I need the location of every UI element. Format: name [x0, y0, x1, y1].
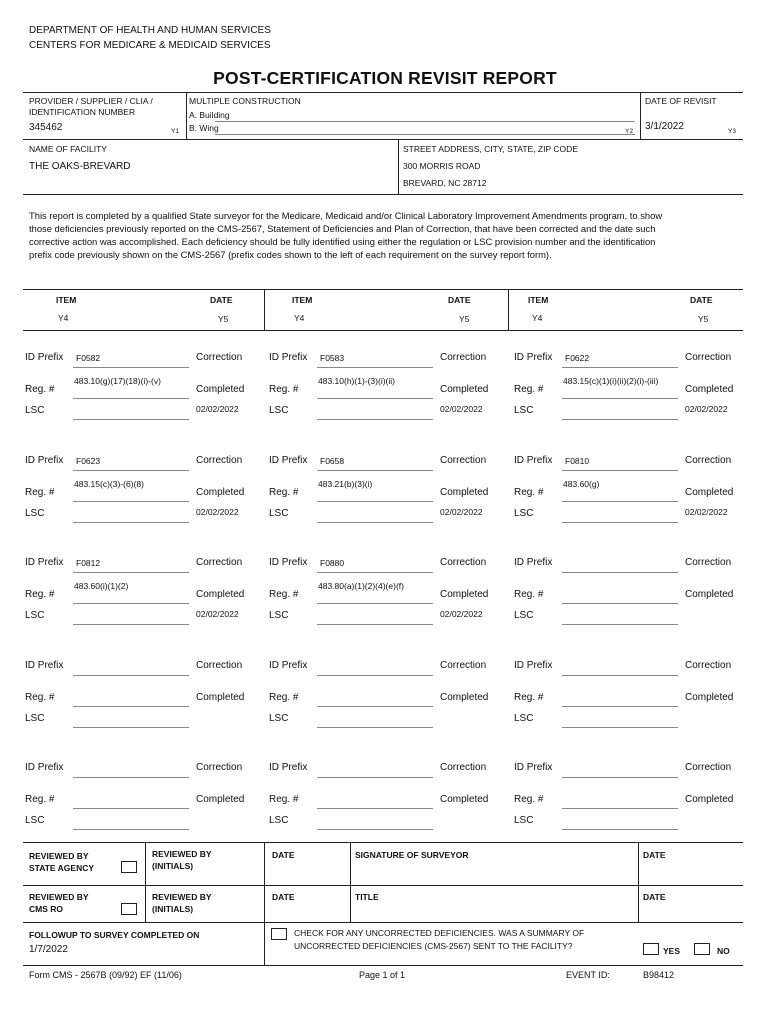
lsc-line	[317, 624, 433, 625]
lsc-label: LSC	[514, 508, 534, 519]
lsc-label: LSC	[269, 713, 289, 724]
wing-label: B. Wing	[189, 123, 219, 133]
id-prefix-label: ID Prefix	[25, 557, 64, 568]
facility-name-value: THE OAKS-BREVARD	[29, 161, 131, 172]
lsc-line	[73, 829, 189, 830]
address-line-1: 300 MORRIS ROAD	[403, 161, 481, 171]
id-prefix-label: ID Prefix	[514, 352, 553, 363]
correction-label: Correction	[196, 660, 243, 671]
id-prefix-line	[73, 675, 189, 676]
id-prefix-label: ID Prefix	[25, 455, 64, 466]
yes-label: YES	[663, 946, 681, 956]
lsc-line	[562, 829, 678, 830]
correction-label: Correction	[196, 762, 243, 773]
completed-date: 02/02/2022	[196, 404, 239, 414]
cms-ro-checkbox[interactable]	[121, 903, 137, 915]
correction-label: Correction	[685, 762, 732, 773]
date-label-4: DATE	[643, 892, 666, 902]
reg-label: Reg. #	[269, 487, 299, 498]
followup-value: 1/7/2022	[29, 944, 68, 955]
id-prefix-label: ID Prefix	[514, 660, 553, 671]
col-item-2: ITEM	[292, 295, 313, 305]
reg-line	[73, 603, 189, 604]
lsc-line	[317, 419, 433, 420]
uncorrected-checkbox[interactable]	[271, 928, 287, 940]
lsc-line	[73, 727, 189, 728]
lsc-line	[317, 829, 433, 830]
reviewed-cms-initials-1: REVIEWED BY	[152, 892, 212, 902]
id-prefix-value: F0622	[565, 353, 590, 363]
id-prefix-label: ID Prefix	[269, 660, 308, 671]
id-prefix-value: F0623	[76, 456, 101, 466]
col-date-1: DATE	[210, 295, 233, 305]
correction-label: Correction	[440, 352, 487, 363]
reviewed-initials-label-1: REVIEWED BY	[152, 849, 212, 859]
reg-label: Reg. #	[25, 384, 55, 395]
completed-date: 02/02/2022	[196, 507, 239, 517]
id-prefix-line	[562, 572, 678, 573]
reg-label: Reg. #	[269, 589, 299, 600]
correction-label: Correction	[196, 557, 243, 568]
reg-label: Reg. #	[514, 794, 544, 805]
correction-label: Correction	[196, 352, 243, 363]
check-line-2: UNCORRECTED DEFICIENCIES (CMS-2567) SENT TO THE FACILITY?	[294, 941, 573, 951]
completed-label: Completed	[440, 384, 489, 395]
no-checkbox[interactable]	[694, 943, 710, 955]
lsc-label: LSC	[269, 405, 289, 416]
id-prefix-label: ID Prefix	[514, 557, 553, 568]
reg-value: 483.21(b)(3)(i)	[318, 479, 373, 489]
reg-line	[562, 706, 678, 707]
col-date-2: DATE	[448, 295, 471, 305]
completed-label: Completed	[196, 384, 245, 395]
correction-label: Correction	[440, 455, 487, 466]
completed-label: Completed	[196, 487, 245, 498]
completed-label: Completed	[685, 384, 734, 395]
col-y5-2: Y5	[459, 314, 470, 324]
completed-date: 02/02/2022	[440, 609, 483, 619]
col-y4-2: Y4	[294, 313, 305, 323]
lsc-label: LSC	[25, 610, 45, 621]
id-prefix-line	[73, 572, 189, 573]
reg-label: Reg. #	[514, 487, 544, 498]
completed-label: Completed	[440, 589, 489, 600]
provider-label: PROVIDER / SUPPLIER / CLIA / IDENTIFICATION NUMBER	[29, 96, 153, 117]
completed-date: 02/02/2022	[685, 404, 728, 414]
lsc-line	[562, 419, 678, 420]
correction-label: Correction	[685, 352, 732, 363]
reviewed-state-label-2: STATE AGENCY	[29, 863, 95, 873]
instructions-paragraph: This report is completed by a qualified State surveyor for the Medicare, Medicaid and/or Clinical Laboratory Improvement Amendments program, to show those deficiencies previously reported on the CMS-2567, Statement of Deficiencies and Plan of Correction, that have been corrected and the date such corrective action was accomplished. Each deficiency should be fully identified using either the regulation or LSC provision number and the identification prefix code previously shown on the CMS-2567 (prefix codes shown to the left of each requirement on the survey report form).	[29, 210, 663, 260]
signature-label: SIGNATURE OF SURVEYOR	[355, 850, 469, 860]
state-agency-checkbox[interactable]	[121, 861, 137, 873]
y3-code: Y3	[728, 128, 736, 135]
facility-name-label: NAME OF FACILITY	[29, 144, 107, 154]
reg-line	[317, 808, 433, 809]
y2-code: Y2	[625, 128, 633, 135]
completed-date: 02/02/2022	[440, 404, 483, 414]
agency-line-1: DEPARTMENT OF HEALTH AND HUMAN SERVICES	[29, 25, 271, 36]
reviewed-initials-label-2: (INITIALS)	[152, 861, 194, 871]
id-prefix-label: ID Prefix	[514, 455, 553, 466]
reg-value: 483.10(g)(17)(18)(i)-(v)	[74, 376, 161, 386]
reviewed-cms-label-1: REVIEWED BY	[29, 892, 89, 902]
id-prefix-line	[317, 675, 433, 676]
col-y4-3: Y4	[532, 313, 543, 323]
id-prefix-line	[562, 367, 678, 368]
reg-value: 483.10(h)(1)-(3)(i)(ii)	[318, 376, 395, 386]
provider-value: 345462	[29, 122, 63, 133]
reg-label: Reg. #	[514, 589, 544, 600]
address-label: STREET ADDRESS, CITY, STATE, ZIP CODE	[403, 144, 578, 154]
lsc-label: LSC	[269, 815, 289, 826]
reg-label: Reg. #	[25, 794, 55, 805]
correction-label: Correction	[440, 762, 487, 773]
id-prefix-line	[317, 777, 433, 778]
reg-value: 483.60(i)(1)(2)	[74, 581, 129, 591]
reg-line	[317, 603, 433, 604]
yes-checkbox[interactable]	[643, 943, 659, 955]
no-label: NO	[717, 946, 730, 956]
reg-line	[317, 706, 433, 707]
id-prefix-value: F0583	[320, 353, 345, 363]
reg-label: Reg. #	[25, 692, 55, 703]
reg-label: Reg. #	[514, 692, 544, 703]
completed-label: Completed	[196, 692, 245, 703]
completed-date: 02/02/2022	[440, 507, 483, 517]
reg-value: 483.60(g)	[563, 479, 600, 489]
reg-value: 483.15(c)(1)(i)(ii)(2)(i)-(iii)	[563, 376, 659, 386]
revisit-date-label: DATE OF REVISIT	[645, 96, 717, 106]
completed-label: Completed	[196, 794, 245, 805]
y1-code: Y1	[171, 128, 179, 135]
completed-label: Completed	[440, 794, 489, 805]
date-label-2: DATE	[643, 850, 666, 860]
id-prefix-line	[73, 470, 189, 471]
event-id-value: B98412	[643, 970, 675, 980]
completed-date: 02/02/2022	[685, 507, 728, 517]
reg-line	[562, 398, 678, 399]
reg-label: Reg. #	[514, 384, 544, 395]
check-line-1: CHECK FOR ANY UNCORRECTED DEFICIENCIES. WAS A SUMMARY OF	[294, 928, 585, 938]
id-prefix-line	[562, 777, 678, 778]
reg-label: Reg. #	[269, 794, 299, 805]
reg-line	[73, 501, 189, 502]
reg-line	[562, 501, 678, 502]
reg-line	[562, 603, 678, 604]
id-prefix-value: F0812	[76, 558, 101, 568]
reviewed-cms-initials-2: (INITIALS)	[152, 904, 194, 914]
lsc-label: LSC	[25, 508, 45, 519]
completed-label: Completed	[685, 487, 734, 498]
lsc-label: LSC	[25, 713, 45, 724]
completed-label: Completed	[196, 589, 245, 600]
col-item-1: ITEM	[56, 295, 77, 305]
lsc-label: LSC	[269, 610, 289, 621]
page-title: POST-CERTIFICATION REVISIT REPORT	[213, 68, 557, 88]
lsc-line	[317, 727, 433, 728]
completed-label: Completed	[440, 692, 489, 703]
id-prefix-line	[562, 675, 678, 676]
correction-label: Correction	[196, 455, 243, 466]
lsc-line	[73, 419, 189, 420]
reg-label: Reg. #	[25, 487, 55, 498]
lsc-line	[562, 522, 678, 523]
reg-value: 483.15(c)(3)-(6)(8)	[74, 479, 144, 489]
id-prefix-value: F0810	[565, 456, 590, 466]
id-prefix-value: F0582	[76, 353, 101, 363]
correction-label: Correction	[685, 557, 732, 568]
correction-label: Correction	[440, 557, 487, 568]
id-prefix-value: F0880	[320, 558, 345, 568]
lsc-label: LSC	[269, 508, 289, 519]
reg-line	[73, 398, 189, 399]
id-prefix-label: ID Prefix	[269, 352, 308, 363]
lsc-line	[73, 522, 189, 523]
col-date-3: DATE	[690, 295, 713, 305]
id-prefix-line	[317, 470, 433, 471]
completed-label: Completed	[685, 794, 734, 805]
event-id-label: EVENT ID:	[566, 970, 610, 980]
id-prefix-line	[317, 367, 433, 368]
building-label: A. Building	[189, 110, 230, 120]
id-prefix-value: F0658	[320, 456, 345, 466]
title-label: TITLE	[355, 892, 379, 902]
id-prefix-line	[562, 470, 678, 471]
lsc-line	[562, 624, 678, 625]
address-line-2: BREVARD, NC 28712	[403, 178, 487, 188]
date-label-3: DATE	[272, 892, 295, 902]
col-y4-1: Y4	[58, 313, 69, 323]
lsc-label: LSC	[514, 610, 534, 621]
reviewed-state-label-1: REVIEWED BY	[29, 851, 89, 861]
id-prefix-label: ID Prefix	[25, 352, 64, 363]
lsc-label: LSC	[514, 713, 534, 724]
lsc-label: LSC	[514, 405, 534, 416]
id-prefix-label: ID Prefix	[25, 762, 64, 773]
date-label-1: DATE	[272, 850, 295, 860]
lsc-label: LSC	[25, 815, 45, 826]
id-prefix-line	[73, 777, 189, 778]
reg-line	[73, 808, 189, 809]
col-y5-3: Y5	[698, 314, 709, 324]
lsc-line	[317, 522, 433, 523]
reg-line	[73, 706, 189, 707]
multiple-construction-label: MULTIPLE CONSTRUCTION	[189, 96, 301, 106]
followup-label: FOLLOWUP TO SURVEY COMPLETED ON	[29, 930, 200, 940]
completed-date: 02/02/2022	[196, 609, 239, 619]
reg-label: Reg. #	[269, 692, 299, 703]
lsc-line	[73, 624, 189, 625]
lsc-label: LSC	[25, 405, 45, 416]
correction-label: Correction	[685, 455, 732, 466]
agency-line-2: CENTERS FOR MEDICARE & MEDICAID SERVICES	[29, 40, 271, 51]
reg-line	[317, 501, 433, 502]
id-prefix-label: ID Prefix	[269, 557, 308, 568]
correction-label: Correction	[685, 660, 732, 671]
id-prefix-line	[317, 572, 433, 573]
revisit-date-value: 3/1/2022	[645, 121, 684, 132]
lsc-label: LSC	[514, 815, 534, 826]
id-prefix-label: ID Prefix	[269, 762, 308, 773]
lsc-line	[562, 727, 678, 728]
page-number: Page 1 of 1	[359, 970, 406, 980]
completed-label: Completed	[685, 589, 734, 600]
completed-label: Completed	[440, 487, 489, 498]
reg-line	[562, 808, 678, 809]
id-prefix-label: ID Prefix	[25, 660, 64, 671]
col-y5-1: Y5	[218, 314, 229, 324]
id-prefix-label: ID Prefix	[269, 455, 308, 466]
reg-value: 483.80(a)(1)(2)(4)(e)(f)	[318, 581, 404, 591]
id-prefix-line	[73, 367, 189, 368]
col-item-3: ITEM	[528, 295, 549, 305]
reg-label: Reg. #	[25, 589, 55, 600]
completed-label: Completed	[685, 692, 734, 703]
reg-line	[317, 398, 433, 399]
reg-label: Reg. #	[269, 384, 299, 395]
reviewed-cms-label-2: CMS RO	[29, 904, 63, 914]
correction-label: Correction	[440, 660, 487, 671]
form-number: Form CMS - 2567B (09/92) EF (11/06)	[29, 970, 182, 980]
id-prefix-label: ID Prefix	[514, 762, 553, 773]
